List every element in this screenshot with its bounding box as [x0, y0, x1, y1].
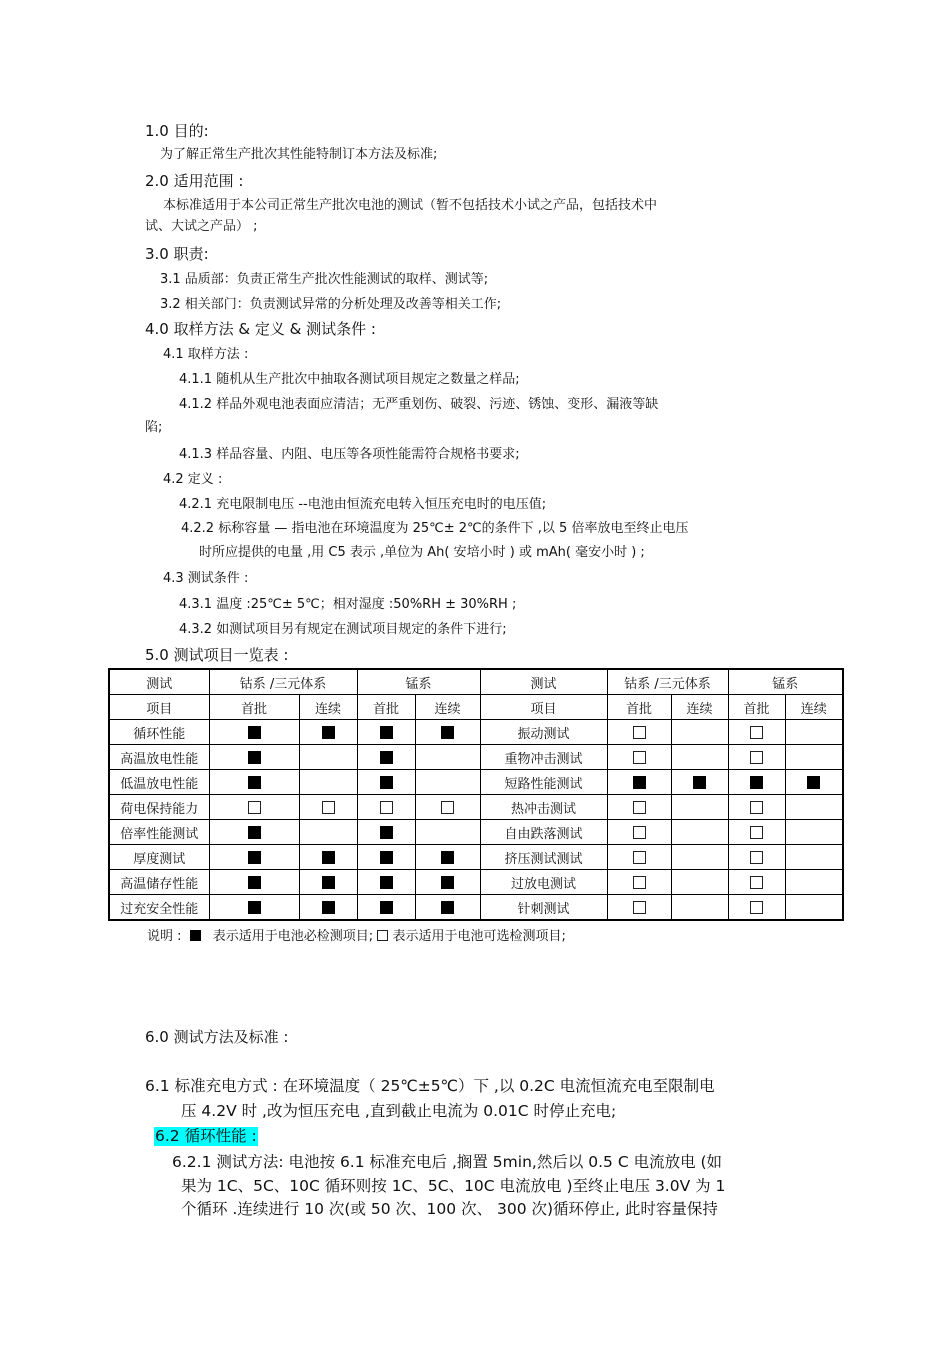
filled-square-icon — [380, 901, 393, 914]
filled-square-icon — [248, 901, 261, 914]
empty-square-icon — [750, 751, 763, 764]
section-4-2-heading: 4.2 定义 : — [163, 472, 223, 487]
filled-square-icon — [248, 726, 261, 739]
section-3-heading: 3.0 职责: — [145, 245, 209, 263]
header-test-right: 测试 — [480, 669, 607, 695]
filled-square-icon — [248, 776, 261, 789]
right-mark-cell — [785, 770, 843, 795]
left-mark-cell — [415, 745, 480, 770]
right-mark-cell — [671, 770, 728, 795]
section-4-heading: 4.0 取样方法 & 定义 & 测试条件 : — [145, 320, 376, 338]
right-mark-cell — [728, 745, 785, 770]
right-mark-cell — [671, 820, 728, 845]
header-cont: 连续 — [671, 695, 728, 720]
left-test-name: 低温放电性能 — [109, 770, 209, 795]
left-mark-cell — [299, 720, 357, 745]
right-mark-cell — [785, 795, 843, 820]
left-test-name: 过充安全性能 — [109, 895, 209, 921]
left-test-name: 荷电保持能力 — [109, 795, 209, 820]
left-mark-cell — [415, 795, 480, 820]
left-test-name: 循环性能 — [109, 720, 209, 745]
table-header-row-2 — [109, 695, 843, 720]
right-mark-cell — [728, 720, 785, 745]
left-mark-cell — [299, 770, 357, 795]
header-item-left: 项目 — [109, 695, 209, 720]
header-co-left: 钴系 /三元体系 — [209, 669, 357, 695]
right-mark-cell — [607, 870, 671, 895]
left-mark-cell — [299, 795, 357, 820]
empty-square-icon — [322, 801, 335, 814]
empty-square-icon — [633, 826, 646, 839]
filled-square-icon — [322, 851, 335, 864]
left-mark-cell — [415, 870, 480, 895]
left-mark-cell — [299, 845, 357, 870]
header-cont: 连续 — [785, 695, 843, 720]
right-mark-cell — [728, 845, 785, 870]
empty-square-icon — [441, 801, 454, 814]
section-3-item-1: 3.1 品质部：负责正常生产批次性能测试的取样、测试等; — [160, 272, 489, 287]
item-4-2-2-line-2: 时所应提供的电量 ,用 C5 表示 ,单位为 Ah( 安培小时 ) 或 mAh( 毫安小时 ) ; — [199, 545, 645, 560]
filled-square-icon — [190, 930, 201, 941]
right-test-name: 热冲击测试 — [480, 795, 607, 820]
left-mark-cell — [209, 845, 299, 870]
right-test-name: 挤压测试测试 — [480, 845, 607, 870]
right-mark-cell — [785, 745, 843, 770]
legend-empty-text: 表示适用于电池可选检测项目; — [392, 929, 566, 944]
header-item-right: 项目 — [480, 695, 607, 720]
item-4-3-1: 4.3.1 温度 :25℃± 5℃；相对湿度 :50%RH ± 30%RH ; — [179, 597, 517, 612]
left-mark-cell — [209, 720, 299, 745]
filled-square-icon — [633, 776, 646, 789]
filled-square-icon — [441, 876, 454, 889]
section-5-heading: 5.0 测试项目一览表 : — [145, 646, 289, 664]
right-mark-cell — [728, 870, 785, 895]
section-3-item-2: 3.2 相关部门：负责测试异常的分析处理及改善等相关工作; — [160, 297, 502, 312]
filled-square-icon — [380, 876, 393, 889]
section-6-2-heading: 6.2 循环性能 : — [155, 1127, 257, 1145]
empty-square-icon — [750, 851, 763, 864]
header-test-left: 测试 — [109, 669, 209, 695]
filled-square-icon — [380, 751, 393, 764]
filled-square-icon — [322, 726, 335, 739]
right-mark-cell — [607, 770, 671, 795]
filled-square-icon — [441, 901, 454, 914]
left-mark-cell — [209, 870, 299, 895]
filled-square-icon — [750, 776, 763, 789]
empty-square-icon — [633, 801, 646, 814]
filled-square-icon — [248, 751, 261, 764]
left-mark-cell — [357, 870, 415, 895]
table-row — [109, 870, 843, 895]
right-mark-cell — [607, 795, 671, 820]
filled-square-icon — [380, 851, 393, 864]
right-test-name: 过放电测试 — [480, 870, 607, 895]
empty-square-icon — [750, 901, 763, 914]
filled-square-icon — [248, 876, 261, 889]
left-mark-cell — [357, 720, 415, 745]
para-6-2-1-line-3: 个循环 .连续进行 10 次(或 50 次、100 次、 300 次)循环停止, 此时容量保持 — [181, 1200, 718, 1218]
empty-square-icon — [750, 826, 763, 839]
left-mark-cell — [299, 895, 357, 921]
left-mark-cell — [357, 795, 415, 820]
filled-square-icon — [441, 851, 454, 864]
empty-square-icon — [750, 726, 763, 739]
section-2-line-1: 本标准适用于本公司正常生产批次电池的测试（暂不包括技术小试之产品，包括技术中 — [163, 198, 658, 213]
empty-square-icon — [633, 851, 646, 864]
table-legend — [147, 929, 566, 945]
filled-square-icon — [380, 826, 393, 839]
table-row — [109, 770, 843, 795]
filled-square-icon — [248, 826, 261, 839]
right-test-name: 短路性能测试 — [480, 770, 607, 795]
right-mark-cell — [728, 795, 785, 820]
legend-prefix: 说明 : — [147, 929, 182, 944]
empty-square-icon — [633, 901, 646, 914]
right-mark-cell — [671, 870, 728, 895]
table-row — [109, 745, 843, 770]
left-mark-cell — [299, 745, 357, 770]
filled-square-icon — [441, 726, 454, 739]
empty-square-icon — [633, 751, 646, 764]
right-test-name: 振动测试 — [480, 720, 607, 745]
right-mark-cell — [607, 745, 671, 770]
right-mark-cell — [607, 820, 671, 845]
right-test-name: 自由跌落测试 — [480, 820, 607, 845]
right-mark-cell — [671, 795, 728, 820]
filled-square-icon — [693, 776, 706, 789]
table-header-row-1 — [109, 669, 843, 695]
right-mark-cell — [785, 870, 843, 895]
header-first: 首批 — [357, 695, 415, 720]
filled-square-icon — [380, 776, 393, 789]
right-mark-cell — [728, 895, 785, 921]
left-mark-cell — [357, 845, 415, 870]
empty-square-icon — [380, 801, 393, 814]
left-mark-cell — [357, 895, 415, 921]
empty-square-icon — [750, 801, 763, 814]
right-test-name: 重物冲击测试 — [480, 745, 607, 770]
left-mark-cell — [209, 770, 299, 795]
header-first: 首批 — [209, 695, 299, 720]
item-4-2-1: 4.2.1 充电限制电压 --电池由恒流充电转入恒压充电时的电压值; — [179, 497, 547, 512]
right-mark-cell — [728, 770, 785, 795]
left-mark-cell — [357, 770, 415, 795]
item-4-2-2-line-1: 4.2.2 标称容量 — 指电池在环境温度为 25℃± 2℃的条件下 ,以 5 倍率放电至终止电压 — [181, 521, 689, 536]
empty-square-icon — [633, 726, 646, 739]
left-mark-cell — [209, 895, 299, 921]
left-mark-cell — [209, 795, 299, 820]
filled-square-icon — [248, 851, 261, 864]
left-test-name: 高温储存性能 — [109, 870, 209, 895]
right-mark-cell — [785, 820, 843, 845]
header-mn-right: 锰系 — [728, 669, 843, 695]
right-mark-cell — [728, 820, 785, 845]
header-first: 首批 — [728, 695, 785, 720]
right-mark-cell — [671, 845, 728, 870]
filled-square-icon — [807, 776, 820, 789]
para-6-2-1-line-1: 6.2.1 测试方法: 电池按 6.1 标准充电后 ,搁置 5min,然后以 0.5 C 电流放电 (如 — [172, 1153, 723, 1171]
header-co-right: 钴系 /三元体系 — [607, 669, 728, 695]
section-1-text: 为了解正常生产批次其性能特制订本方法及标准; — [160, 147, 438, 162]
header-first: 首批 — [607, 695, 671, 720]
table-row — [109, 795, 843, 820]
para-6-2-1-line-2: 果为 1C、5C、10C 循环则按 1C、5C、10C 电流放电 )至终止电压 3.0V 为 1 — [181, 1177, 726, 1195]
right-mark-cell — [607, 720, 671, 745]
left-mark-cell — [357, 820, 415, 845]
left-mark-cell — [415, 845, 480, 870]
empty-square-icon — [377, 930, 388, 941]
filled-square-icon — [380, 726, 393, 739]
table-row — [109, 820, 843, 845]
test-items-table — [108, 668, 844, 921]
right-mark-cell — [785, 845, 843, 870]
left-mark-cell — [209, 820, 299, 845]
right-mark-cell — [671, 745, 728, 770]
left-test-name: 厚度测试 — [109, 845, 209, 870]
header-mn-left: 锰系 — [357, 669, 480, 695]
right-test-name: 针刺测试 — [480, 895, 607, 921]
empty-square-icon — [633, 876, 646, 889]
section-4-3-heading: 4.3 测试条件 : — [163, 571, 249, 586]
left-mark-cell — [357, 745, 415, 770]
right-mark-cell — [785, 720, 843, 745]
item-4-1-3: 4.1.3 样品容量、内阻、电压等各项性能需符合规格书要求; — [179, 447, 520, 462]
right-mark-cell — [671, 720, 728, 745]
filled-square-icon — [322, 901, 335, 914]
right-mark-cell — [607, 845, 671, 870]
section-1-heading: 1.0 目的: — [145, 122, 209, 140]
empty-square-icon — [750, 876, 763, 889]
table-row — [109, 845, 843, 870]
section-4-1-heading: 4.1 取样方法 : — [163, 347, 249, 362]
left-test-name: 倍率性能测试 — [109, 820, 209, 845]
item-4-1-1: 4.1.1 随机从生产批次中抽取各测试项目规定之数量之样品; — [179, 372, 520, 387]
right-mark-cell — [607, 895, 671, 921]
left-mark-cell — [415, 820, 480, 845]
left-mark-cell — [415, 720, 480, 745]
section-2-line-2: 试、大试之产品） ; — [145, 219, 258, 234]
right-mark-cell — [785, 895, 843, 921]
filled-square-icon — [322, 876, 335, 889]
item-4-1-2-line-1: 4.1.2 样品外观电池表面应清洁；无严重划伤、破裂、污迹、锈蚀、变形、漏液等缺 — [179, 397, 659, 412]
empty-square-icon — [248, 801, 261, 814]
left-mark-cell — [299, 820, 357, 845]
item-4-1-2-line-2: 陷; — [145, 420, 163, 435]
right-mark-cell — [671, 895, 728, 921]
legend-filled-text: 表示适用于电池必检测项目; — [212, 929, 374, 944]
section-6-heading: 6.0 测试方法及标准 : — [145, 1028, 289, 1046]
section-2-heading: 2.0 适用范围 : — [145, 172, 244, 190]
para-6-1-line-1: 6.1 标准充电方式 : 在环境温度（ 25℃±5℃）下 ,以 0.2C 电流恒流充电至限制电 — [145, 1077, 715, 1095]
left-test-name: 高温放电性能 — [109, 745, 209, 770]
left-mark-cell — [415, 895, 480, 921]
left-mark-cell — [209, 745, 299, 770]
table-row — [109, 720, 843, 745]
left-mark-cell — [415, 770, 480, 795]
para-6-1-line-2: 压 4.2V 时 ,改为恒压充电 ,直到截止电流为 0.01C 时停止充电; — [181, 1102, 617, 1120]
item-4-3-2: 4.3.2 如测试项目另有规定在测试项目规定的条件下进行; — [179, 622, 507, 637]
table-row — [109, 895, 843, 921]
header-cont: 连续 — [299, 695, 357, 720]
left-mark-cell — [299, 870, 357, 895]
header-cont: 连续 — [415, 695, 480, 720]
